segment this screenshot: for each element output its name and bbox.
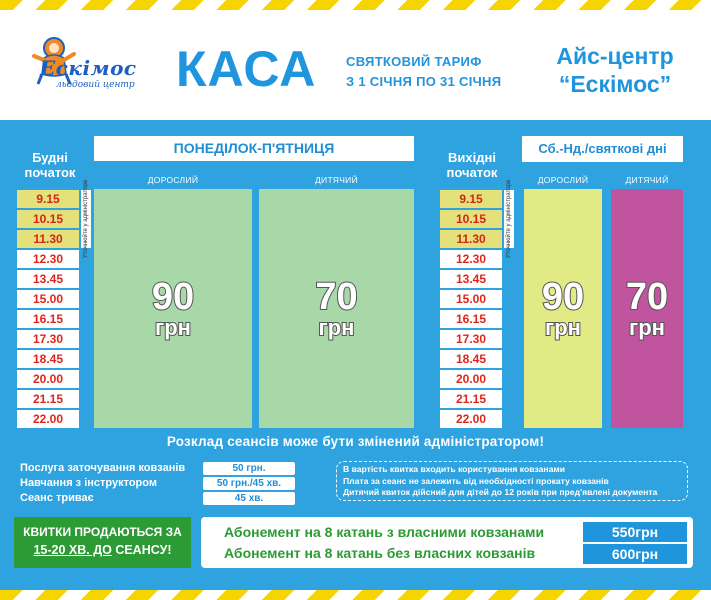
sale-time-window: 15-20 ХВ. ДО bbox=[33, 543, 112, 557]
service-label: Сеанс триває bbox=[20, 492, 94, 504]
header bbox=[0, 10, 711, 120]
weekday-adult-label: ДОРОСЛИЙ bbox=[147, 175, 199, 185]
weekend-admin-note bbox=[504, 179, 514, 259]
subscription-price: 550грн bbox=[583, 522, 687, 542]
info-line: Плата за сеанс не залежить від необхідності прокату ковзанів bbox=[343, 475, 609, 486]
ticket-sale-note bbox=[14, 517, 191, 568]
weekend-start-label bbox=[436, 150, 508, 180]
time-slot: 11.30 bbox=[440, 230, 502, 248]
info-line: Дитячий квиток дійсний для дітей до 12 років при пред'явлені документа bbox=[343, 487, 658, 497]
weekday-child-label: ДИТЯЧИЙ bbox=[315, 175, 358, 185]
weekend-child-price bbox=[611, 189, 683, 428]
top-hazard-stripe bbox=[0, 0, 711, 10]
weekend-adult-price bbox=[524, 189, 602, 428]
subscriptions-box bbox=[201, 517, 693, 568]
time-slot: 10.15 bbox=[17, 210, 79, 228]
time-slot: 20.00 bbox=[440, 370, 502, 388]
weekday-child-currency: грн bbox=[318, 314, 355, 340]
sale-line-2 bbox=[14, 543, 191, 557]
weekday-admin-note-text: Уточнюйте у адміністратора bbox=[83, 179, 89, 259]
service-value: 45 хв. bbox=[203, 492, 295, 505]
time-slot: 10.15 bbox=[440, 210, 502, 228]
weekend-adult-currency: грн bbox=[545, 314, 581, 340]
weekday-start-label bbox=[14, 150, 86, 180]
weekend-adult-price-value: 90 bbox=[541, 275, 585, 318]
service-label: Навчання з інструктором bbox=[20, 477, 157, 489]
weekday-child-price-value: 70 bbox=[315, 275, 358, 318]
logo-word: Ескімос bbox=[40, 56, 137, 80]
tariff-line-2: З 1 СІЧНЯ ПО 31 СІЧНЯ bbox=[346, 74, 502, 89]
weekend-admin-note-text: Уточнюйте у адміністратора bbox=[506, 179, 512, 259]
time-slot: 12.30 bbox=[440, 250, 502, 268]
time-slot: 12.30 bbox=[17, 250, 79, 268]
time-slot: 15.00 bbox=[17, 290, 79, 308]
weekend-start-label-line-1: Вихідні bbox=[448, 150, 496, 165]
page-title: КАСА bbox=[176, 41, 317, 97]
info-line: В вартість квитка входить користування ковзанами bbox=[343, 464, 566, 474]
sale-line-1: КВИТКИ ПРОДАЮТЬСЯ ЗА bbox=[23, 525, 182, 539]
bottom-hazard-stripe bbox=[0, 590, 711, 600]
time-slot: 18.45 bbox=[440, 350, 502, 368]
service-label: Послуга заточування ковзанів bbox=[20, 462, 186, 474]
weekend-adult-label: ДОРОСЛИЙ bbox=[537, 175, 589, 185]
time-slot: 16.15 bbox=[440, 310, 502, 328]
weekday-adult-currency: грн bbox=[155, 314, 191, 340]
holiday-tariff bbox=[346, 52, 501, 92]
tariff-line-1: СВЯТКОВИЙ ТАРИФ bbox=[346, 54, 482, 69]
time-slot: 17.30 bbox=[17, 330, 79, 348]
time-slot: 11.30 bbox=[17, 230, 79, 248]
time-slot: 21.15 bbox=[17, 390, 79, 408]
weekend-child-currency: грн bbox=[629, 314, 665, 340]
subscription-label: Абонемент на 8 катань без власних ковзанів bbox=[224, 545, 536, 561]
service-value: 50 грн./45 хв. bbox=[203, 477, 295, 490]
time-slot: 15.00 bbox=[440, 290, 502, 308]
center-name bbox=[540, 42, 690, 98]
time-slot: 18.45 bbox=[17, 350, 79, 368]
weekday-title: ПОНЕДІЛОК-П'ЯТНИЦЯ bbox=[94, 136, 414, 161]
time-slot: 13.45 bbox=[17, 270, 79, 288]
weekday-child-price bbox=[259, 189, 414, 428]
weekend-child-label: ДИТЯЧИЙ bbox=[625, 175, 669, 185]
time-slot: 22.00 bbox=[17, 410, 79, 428]
weekday-adult-price-value: 90 bbox=[151, 275, 195, 318]
weekday-adult-price bbox=[94, 189, 252, 428]
sale-line-2-rest: СЕАНСУ! bbox=[111, 543, 172, 557]
time-slot: 17.30 bbox=[440, 330, 502, 348]
ticket-info-box bbox=[336, 461, 688, 501]
center-name-line-2: “Ескімос” bbox=[558, 71, 672, 97]
weekend-title: Сб.-Нд./святкові дні bbox=[522, 136, 683, 162]
time-slot: 20.00 bbox=[17, 370, 79, 388]
time-slot: 9.15 bbox=[17, 190, 79, 208]
time-slot: 9.15 bbox=[440, 190, 502, 208]
center-name-line-1: Айс-центр bbox=[556, 43, 674, 69]
weekday-start-label-line-1: Будні bbox=[32, 150, 68, 165]
time-slot: 16.15 bbox=[17, 310, 79, 328]
logo-subtitle: льодовий центр bbox=[56, 80, 135, 90]
weekend-child-price-value: 70 bbox=[625, 275, 669, 318]
weekday-admin-note bbox=[81, 179, 91, 259]
time-slot: 13.45 bbox=[440, 270, 502, 288]
service-value: 50 грн. bbox=[203, 462, 295, 475]
weekend-start-label-line-2: початок bbox=[446, 165, 498, 180]
subscription-label: Абонемент на 8 катань з власними ковзанами bbox=[224, 524, 545, 540]
time-slot: 22.00 bbox=[440, 410, 502, 428]
subscription-price: 600грн bbox=[583, 544, 687, 564]
time-slot: 21.15 bbox=[440, 390, 502, 408]
schedule-notice: Розклад сеансів може бути змінений адміністратором! bbox=[166, 434, 545, 449]
weekday-start-label-line-2: початок bbox=[24, 165, 76, 180]
